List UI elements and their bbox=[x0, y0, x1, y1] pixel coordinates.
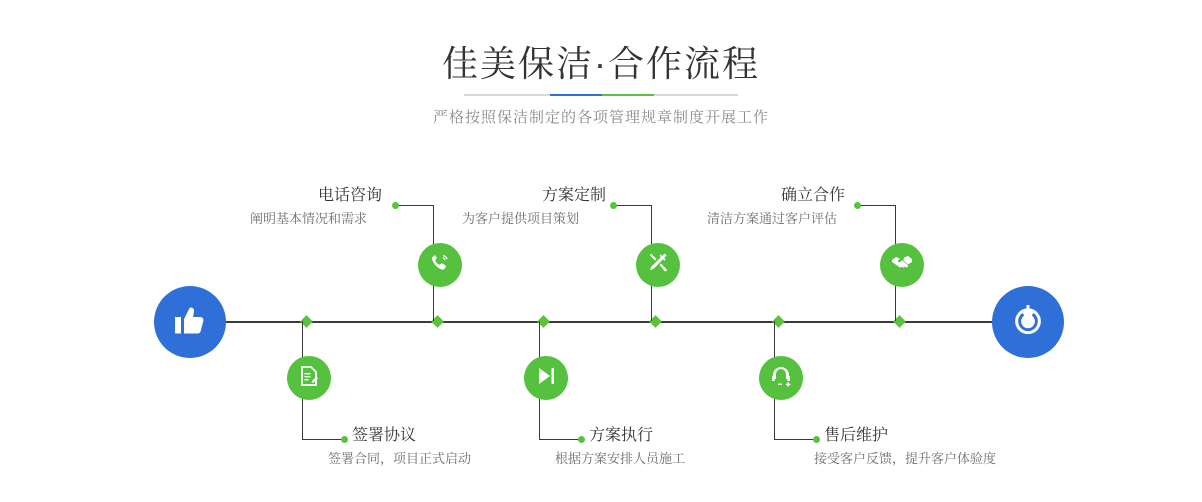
tools-icon bbox=[646, 251, 670, 280]
connector-horizontal-step3 bbox=[613, 205, 651, 206]
divider-segment-green bbox=[602, 94, 654, 96]
step-title: 签署协议 bbox=[352, 427, 417, 444]
step-title: 方案执行 bbox=[589, 427, 654, 444]
step-desc: 接受客户反馈，提升客户体验度 bbox=[814, 451, 997, 466]
step-icon-plan-customization bbox=[636, 243, 680, 287]
connector-horizontal-step1 bbox=[395, 205, 433, 206]
step-desc: 清洁方案通过客户评估 bbox=[707, 211, 838, 226]
step-icon-phone-consult bbox=[418, 243, 462, 287]
step-desc: 阐明基本情况和需求 bbox=[250, 211, 368, 226]
connector-tip-step5 bbox=[854, 202, 861, 209]
step-title: 方案定制 bbox=[542, 187, 607, 204]
step-desc: 根据方案安排人员施工 bbox=[555, 451, 686, 466]
handshake-icon bbox=[890, 251, 914, 280]
connector-tip-step1 bbox=[392, 202, 399, 209]
step-label-plan-execution bbox=[555, 426, 686, 469]
step-title: 确立合作 bbox=[781, 187, 846, 204]
step-desc: 为客户提供项目策划 bbox=[462, 211, 580, 226]
step-label-phone-consult bbox=[250, 186, 382, 229]
step-title: 电话咨询 bbox=[318, 187, 383, 204]
thumbs-up-icon bbox=[172, 302, 208, 343]
step-desc: 签署合同，项目正式启动 bbox=[328, 451, 472, 466]
step-icon-establish-cooperation bbox=[880, 243, 924, 287]
step-icon-sign-agreement bbox=[287, 356, 331, 400]
connector-horizontal-step5 bbox=[857, 205, 895, 206]
connector-tip-step2 bbox=[341, 436, 348, 443]
play-forward-icon bbox=[534, 364, 558, 393]
phone-call-icon bbox=[428, 251, 452, 280]
connector-horizontal-step4 bbox=[539, 439, 581, 440]
connector-tip-step4 bbox=[578, 436, 585, 443]
page-title: 佳美保洁·合作流程 bbox=[442, 43, 760, 84]
step-label-establish-cooperation bbox=[707, 186, 845, 229]
step-label-sign-agreement bbox=[328, 426, 472, 469]
step-title: 售后维护 bbox=[824, 427, 889, 444]
connector-horizontal-step2 bbox=[302, 439, 344, 440]
power-icon bbox=[1010, 302, 1046, 343]
connector-tip-step3 bbox=[610, 202, 617, 209]
connector-tip-step6 bbox=[813, 436, 820, 443]
divider-segment-blue bbox=[550, 94, 602, 96]
step-label-plan-customization bbox=[462, 186, 606, 229]
headset-support-icon bbox=[769, 364, 793, 393]
end-endpoint bbox=[992, 286, 1064, 358]
step-icon-plan-execution bbox=[524, 356, 568, 400]
start-endpoint bbox=[154, 286, 226, 358]
step-label-after-sales bbox=[814, 426, 997, 469]
page-subtitle: 严格按照保洁制定的各项管理规章制度开展工作 bbox=[432, 109, 769, 126]
document-edit-icon bbox=[297, 364, 321, 393]
step-icon-after-sales bbox=[759, 356, 803, 400]
connector-horizontal-step6 bbox=[774, 439, 816, 440]
title-divider bbox=[464, 94, 738, 96]
